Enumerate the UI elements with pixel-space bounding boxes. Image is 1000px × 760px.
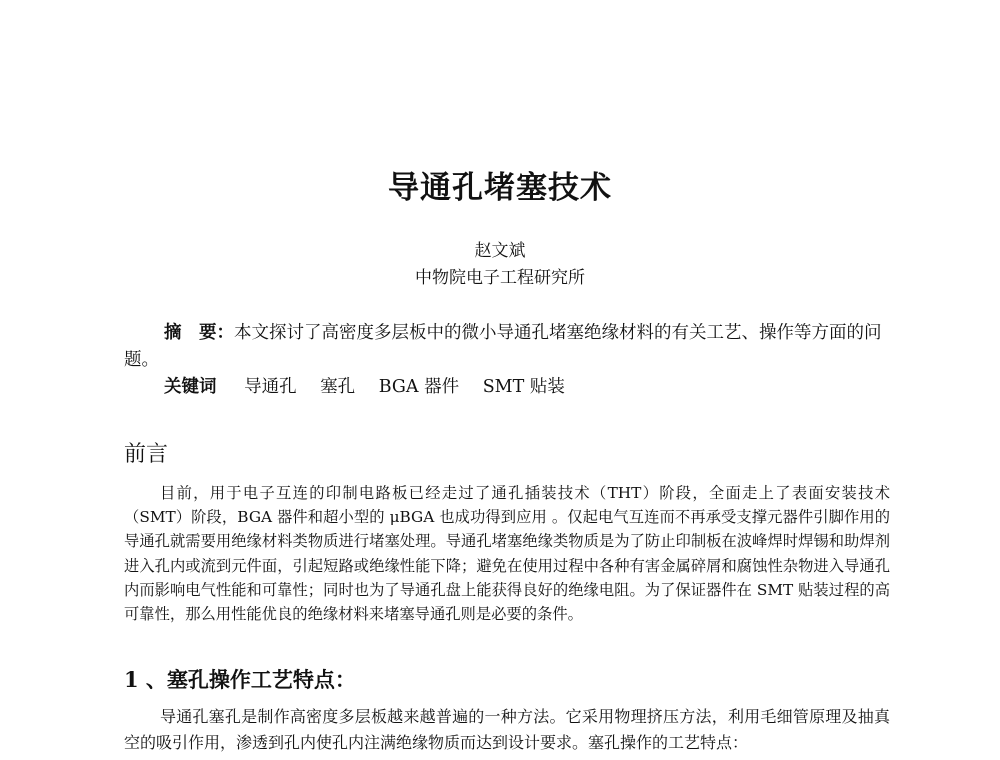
author-affiliation: 中物院电子工程研究所	[415, 268, 585, 288]
keywords-label: 关键词	[164, 377, 217, 397]
abstract-text: 本文探讨了高密度多层板中的微小导通孔堵塞绝缘材料的有关工艺、操作等方面的问题。	[124, 323, 882, 370]
intro-heading: 前言	[124, 442, 169, 467]
keyword: 塞孔	[320, 377, 356, 397]
section1-paragraph: 导通孔塞孔是制作高密度多层板越来越普遍的一种方法。它采用物理挤压方法，利用毛细管原理及抽真空的吸引作用，渗透到孔内使孔内注满绝缘物质而达到设计要求。塞孔操作的工艺特点：	[124, 707, 890, 752]
section1-heading: 1 、塞孔操作工艺特点：	[124, 667, 356, 692]
abstract	[124, 320, 890, 374]
keyword: 导通孔	[244, 377, 297, 397]
keyword: BGA 器件	[378, 377, 460, 397]
keywords	[164, 374, 894, 401]
keyword: SMT 贴装	[482, 377, 565, 397]
paper-title: 导通孔堵塞技术	[388, 170, 612, 206]
intro-paragraph: 目前，用于电子互连的印制电路板已经走过了通孔插装技术（THT）阶段，全面走上了表面安装技术（SMT）阶段，BGA 器件和超小型的 μBGA 也成功得到应用 。仅起电气互连而不再承受支撑元器件引脚作用的导通孔就需要用绝缘材料类物质进行堵塞处理。导通孔堵塞绝缘类物质是为了防止印制板在波峰焊时焊锡和助焊剂进入孔内或流到元件面，引起短路或绝缘性能下降；避免在使用过程中各种有害金属碎屑和腐蚀性杂物进入导通孔内而影响电气性能和可靠性；同时也为了导通孔盘上能获得良好的绝缘电阻。为了保证器件在 SMT 贴装过程的高可靠性，那么用性能优良的绝缘材料来堵塞导通孔则是必要的条件。	[124, 484, 890, 624]
abstract-label: 摘 要：	[164, 323, 234, 343]
author-name: 赵文斌	[474, 241, 526, 261]
